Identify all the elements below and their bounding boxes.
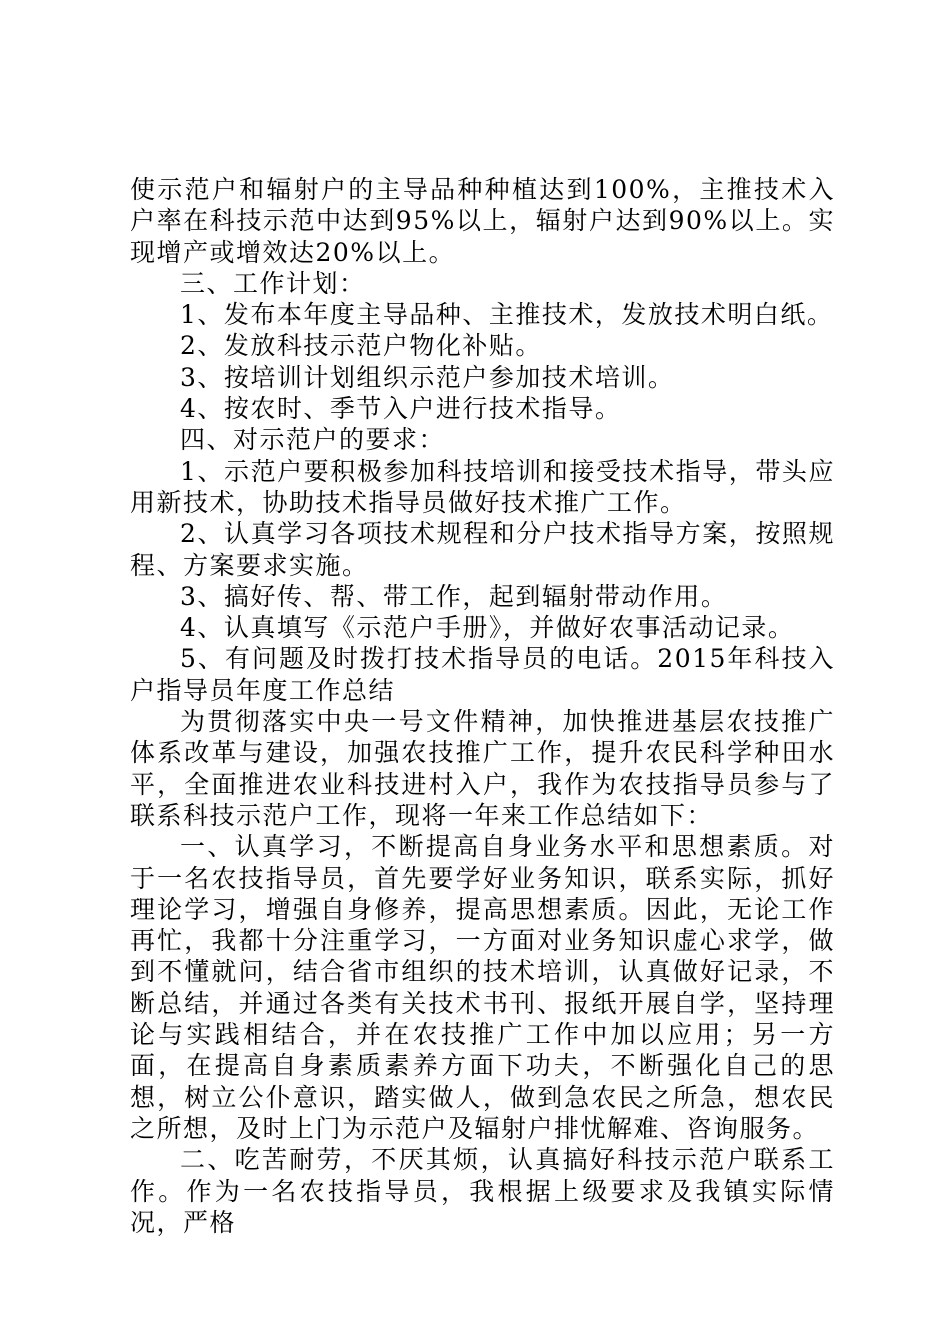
paragraph-9: 2、认真学习各项技术规程和分户技术指导方案，按照规程、方案要求实施。 — [130, 519, 835, 580]
paragraph-7: 四、对示范户的要求： — [180, 425, 446, 455]
paragraph-10: 3、搞好传、帮、带工作，起到辐射带动作用。 — [180, 581, 728, 611]
paragraph-8: 1、示范户要积极参加科技培训和接受技术指导，带头应用新技术，协助技术指导员做好技术推广工作。 — [130, 456, 835, 517]
paragraph-5: 3、按培训计划组织示范户参加技术培训。 — [180, 362, 675, 392]
paragraph-3: 1、发布本年度主导品种、主推技术，发放技术明白纸。 — [180, 300, 834, 330]
paragraph-15: 二、吃苦耐劳，不厌其烦，认真搞好科技示范户联系工作。作为一名农技指导员，我根据上级要求及我镇实际情况，严格 — [130, 1145, 835, 1237]
paragraph-12: 5、有问题及时拨打技术指导员的电话。2015年科技入户指导员年度工作总结 — [130, 644, 835, 705]
paragraph-14: 一、认真学习，不断提高自身业务水平和思想素质。对于一名农技指导员，首先要学好业务知识，联系实际，抓好理论学习，增强自身修养，提高思想素质。因此，无论工作再忙，我都十分注重学习，一方面对业务知识虚心求学，做到不懂就问，结合省市组织的技术培训，认真做好记录，不断总结，并通过各类有关技术书刊、报纸开展自学，坚持理论与实践相结合，并在农技推广工作中加以应用；另一方面，在提高自身素质素养方面下功夫，不断强化自己的思想，树立公仆意识，踏实做人，做到急农民之所急，想农民之所想，及时上门为示范户及辐射户排忧解难、咨询服务。 — [130, 832, 835, 1143]
paragraph-13: 为贯彻落实中央一号文件精神，加快推进基层农技推广体系改革与建设，加强农技推广工作，提升农民科学种田水平，全面推进农业科技进村入户，我作为农技指导员参与了联系科技示范户工作，现将一年来工作总结如下： — [130, 707, 835, 830]
document-body — [130, 174, 835, 1238]
paragraph-4: 2、发放科技示范户物化补贴。 — [180, 331, 542, 361]
paragraph-11: 4、认真填写《示范户手册》，并做好农事活动记录。 — [180, 613, 795, 643]
paragraph-1: 使示范户和辐射户的主导品种种植达到100%，主推技术入户率在科技示范中达到95%以上，辐射户达到90%以上。实现增产或增效达20%以上。 — [130, 175, 835, 267]
paragraph-2: 三、工作计划： — [180, 268, 366, 298]
paragraph-6: 4、按农时、季节入户进行技术指导。 — [180, 394, 622, 424]
